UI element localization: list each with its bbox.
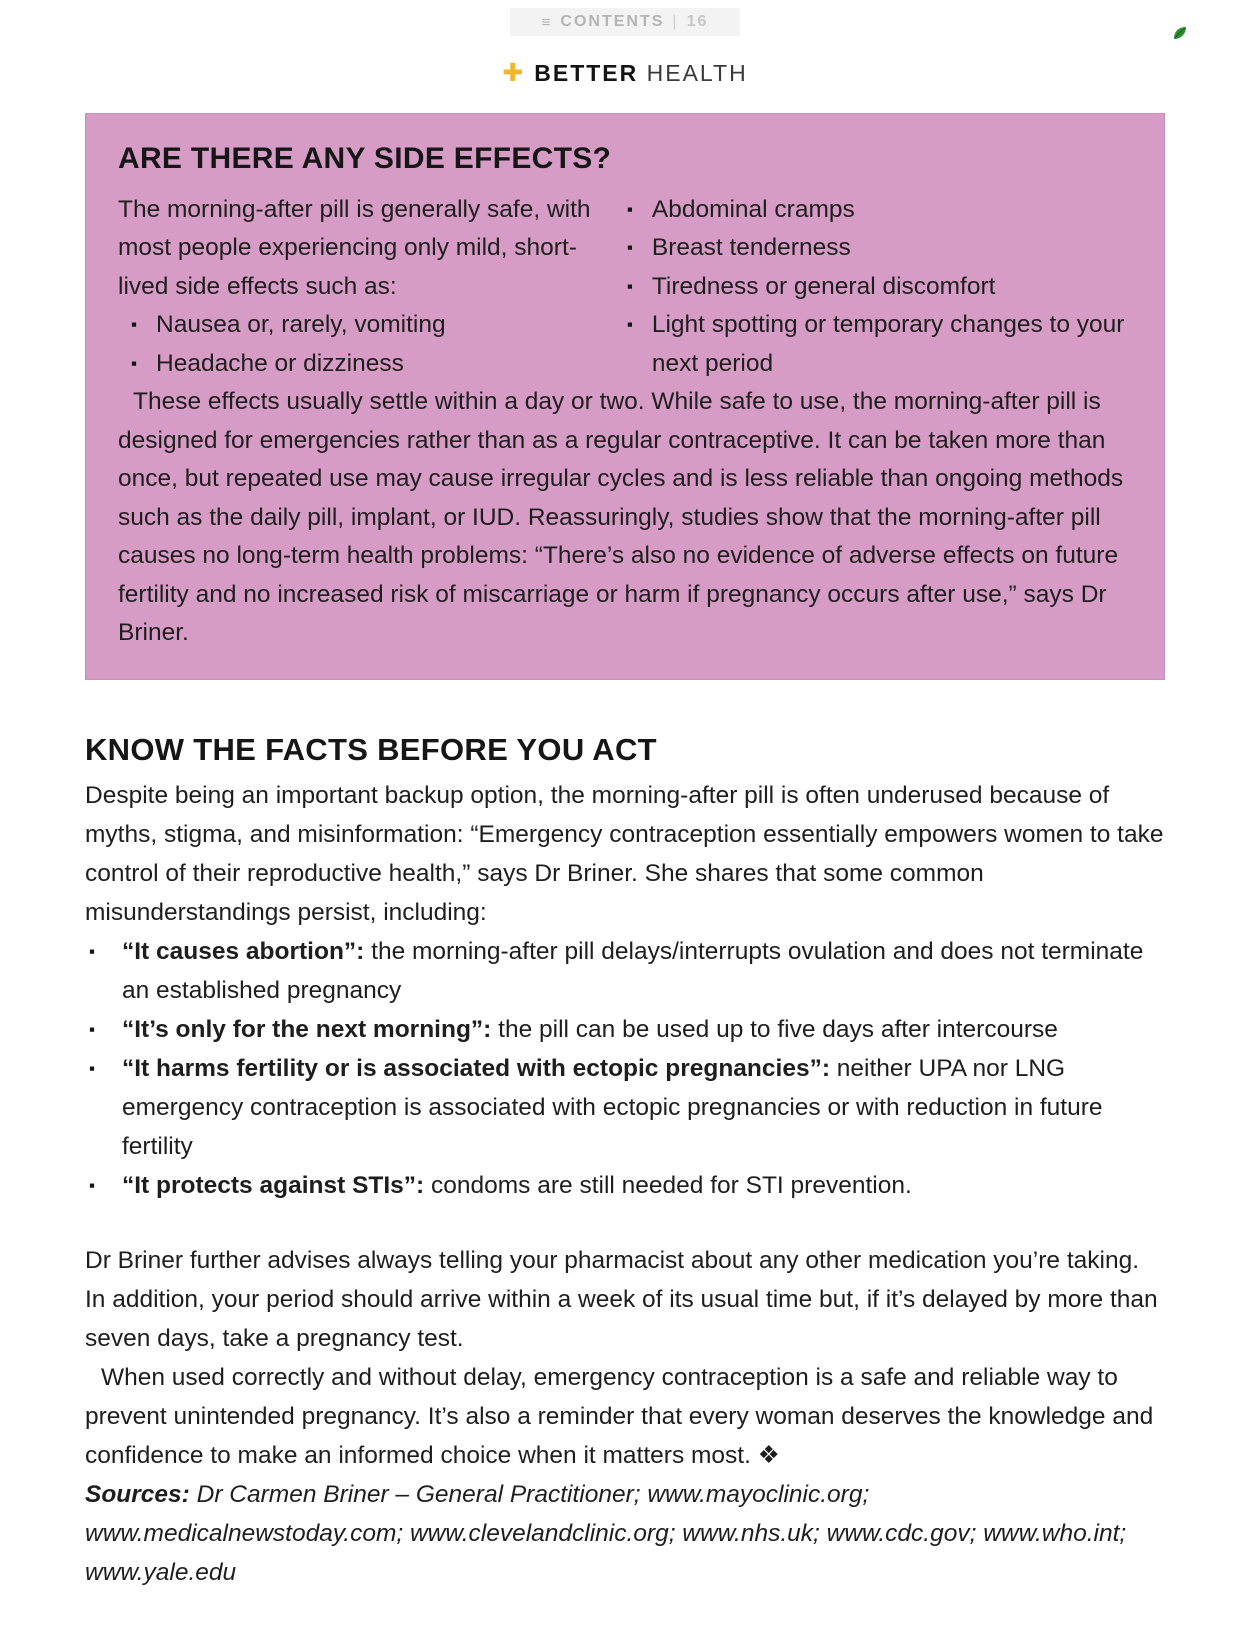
brand-light: HEALTH: [646, 60, 748, 86]
list-item: ▪ Nausea or, rarely, vomiting: [118, 306, 615, 345]
list-item: ▪ Breast tenderness: [615, 229, 1132, 268]
myths-list: [85, 932, 1165, 1205]
contents-label: CONTENTS: [560, 13, 665, 30]
article-paragraph-1: Despite being an important backup option, the morning-after pill is often underused because of myths, stigma, and misinformation: “Emergency contraception essentially empowers women to take control of their reproductive health,” says Dr Briner. She shares that some common misunderstandings persist, including:: [85, 781, 1164, 926]
list-item: ▪ Headache or dizziness: [118, 345, 615, 384]
contents-nav[interactable]: [510, 8, 740, 36]
box-body-paragraph: These effects usually settle within a day or two. While safe to use, the morning-after pill is designed for emergencies rather than as a regular contraceptive. It can be taken more than once, but repeated use may cause irregular cycles and is less reliable than ongoing methods such as the daily pill, implant, or IUD. Reassuringly, studies show that the morning-after pill causes no long-term health problems: “There’s also no evidence of adverse effects on future fertility and no increased risk of miscarriage or harm if pregnancy occurs after use,” says Dr Briner.: [118, 388, 1124, 646]
list-item: ▪ “It’s only for the next morning”: the pill can be used up to five days after intercourse: [85, 1010, 1165, 1049]
article-paragraph-3: When used correctly and without delay, emergency contraception is a safe and reliable way to prevent unintended pregnancy. It’s also a reminder that every woman deserves the knowledge and confidence to make an informed choice when it matters most. ❖: [85, 1363, 1154, 1469]
box-title: ARE THERE ANY SIDE EFFECTS?: [118, 142, 612, 175]
box-intro: The morning-after pill is generally safe, with most people experiencing only mild, short-lived side effects such as:: [118, 195, 591, 300]
sources-line: [85, 1475, 1165, 1592]
menu-icon: ≡: [541, 13, 553, 31]
list-item: ▪ Light spotting or temporary changes to your next period: [615, 306, 1132, 383]
list-item: ▪ “It protects against STIs”: condoms are still needed for STI prevention.: [85, 1166, 1165, 1205]
contents-divider: |: [672, 13, 679, 30]
list-item: ▪ Tiredness or general discomfort: [615, 268, 1132, 307]
box-column-left: [118, 191, 615, 384]
section-heading: KNOW THE FACTS BEFORE YOU ACT: [85, 731, 657, 767]
box-columns: [118, 191, 1132, 384]
article-paragraph-2: Dr Briner further advises always telling your pharmacist about any other medication you’re taking. In addition, your period should arrive within a week of its usual time but, if it’s delayed by more than seven days, take a pregnancy test.: [85, 1246, 1158, 1352]
side-effects-list-left: [118, 306, 615, 383]
list-item: ▪ “It causes abortion”: the morning-after pill delays/interrupts ovulation and does not terminate an established pregnancy: [85, 932, 1165, 1010]
brand-header: [85, 60, 1165, 87]
page-number: 16: [686, 13, 709, 30]
list-item: ▪ Abdominal cramps: [615, 191, 1132, 230]
list-item: ▪ “It harms fertility or is associated with ectopic pregnancies”: neither UPA nor LNG emergency contraception is associated with ectopic pregnancies or with reduction in future fertility: [85, 1049, 1165, 1166]
article-body: [85, 732, 1165, 1592]
brand-bold: BETTER: [534, 60, 639, 86]
side-effects-box: [85, 113, 1165, 680]
plus-icon: ✚: [502, 59, 526, 87]
box-column-right: [615, 191, 1132, 384]
sources-label: Sources:: [85, 1480, 190, 1508]
sources-text: Dr Carmen Briner – General Practitioner; www.mayoclinic.org; www.medicalnewstoday.com; www.clevelandclinic.org; www.nhs.uk; www.cdc.gov; www.who.int; www.yale.edu: [85, 1480, 1127, 1586]
side-effects-list-right: [615, 191, 1132, 384]
leaf-icon: [1172, 25, 1188, 41]
